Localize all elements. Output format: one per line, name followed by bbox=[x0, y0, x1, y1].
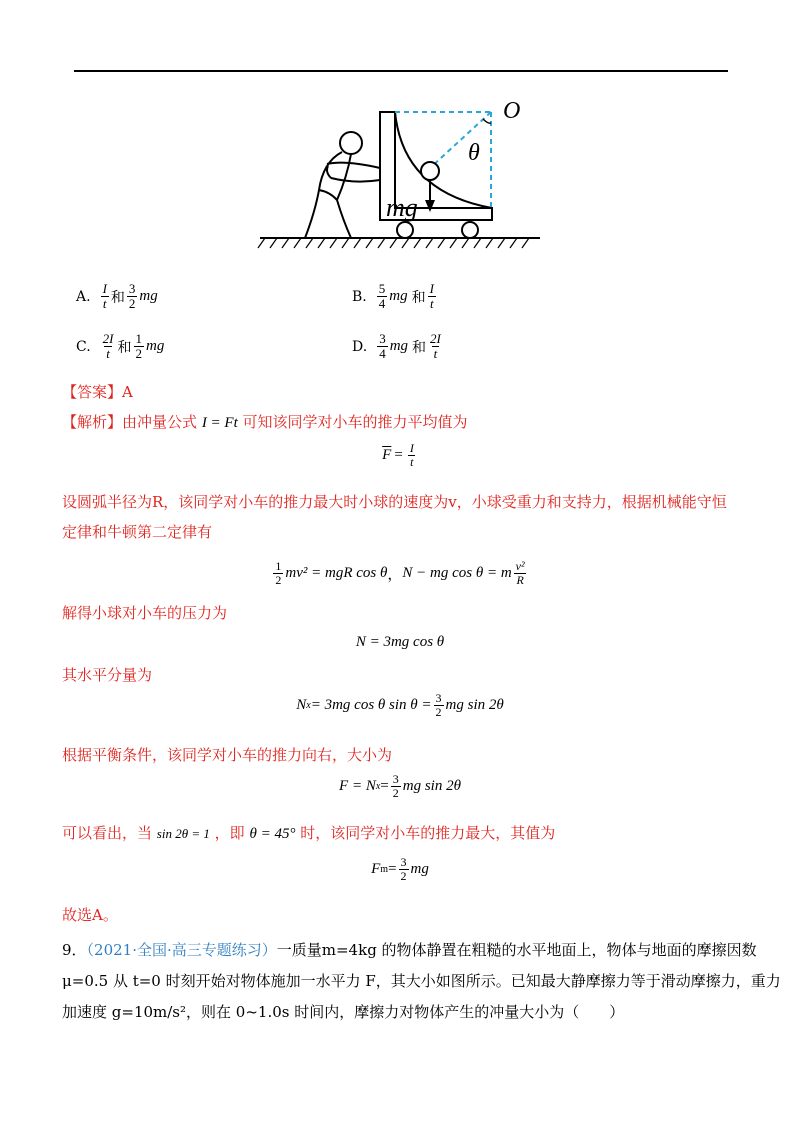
analysis-para2: 设圆弧半径为R，该同学对小车的推力最大时小球的速度为v，小球受重力和支持力，根据机械能守恒定律和牛顿第二定律有 bbox=[62, 493, 727, 541]
frac-i-t: $\frac{I}{t}$ bbox=[429, 281, 434, 311]
equation-6: F m = $\frac{3}{2}$ mg bbox=[371, 855, 429, 883]
answer-line: 【答案】A bbox=[62, 383, 133, 401]
option-d[interactable]: D. $\frac{3}{4}$ mg 和 $\frac{2I}{t}$ bbox=[352, 331, 441, 361]
person-body bbox=[305, 152, 380, 238]
analysis-line6: 可以看出，当 sin 2θ = 1 ，即 θ = 45° 时，该同学对小车的推力最大，其值为 bbox=[62, 824, 556, 842]
theta-arc bbox=[483, 119, 491, 123]
equation-4: N x = 3mg cos θ sin θ = $\frac{3}{2}$ mg sin 2θ bbox=[296, 691, 504, 719]
ground-hatch bbox=[258, 238, 529, 248]
frac-1-2: $\frac{1}{2}$ bbox=[135, 331, 143, 361]
frac-2i-t: $\frac{2I}{t}$ bbox=[430, 331, 441, 361]
wheel-right bbox=[462, 222, 478, 238]
frac-2i-t: $\frac{2I}{t}$ bbox=[102, 331, 114, 361]
equation-5: F = N x = $\frac{3}{2}$ mg sin 2θ bbox=[339, 772, 461, 800]
ball bbox=[421, 162, 439, 180]
label-O: O bbox=[503, 98, 521, 124]
equation-1: $\overline{F}$ = $\frac{I}{t}$ bbox=[382, 441, 414, 469]
question-9-line1: 9．（2021·全国·高三专题练习）一质量m=4kg 的物体静置在粗糙的水平地面上，物体与地面的摩擦因数 bbox=[62, 941, 757, 959]
analysis-conclusion: 故选A。 bbox=[62, 906, 118, 924]
dashed-radius bbox=[430, 112, 491, 168]
equation-3: N = 3mg cos θ bbox=[355, 634, 445, 650]
equation-2: $\frac{1}{2}$ mv² = mgR cos θ ， N − mg cos θ = m $\frac{\text{v²}}{R}$ bbox=[275, 559, 525, 587]
frac-5-4: $\frac{5}{4}$ bbox=[378, 281, 386, 311]
wheel-left bbox=[397, 222, 413, 238]
cart-figure bbox=[255, 92, 545, 252]
analysis-line5: 根据平衡条件，该同学对小车的推力向右，大小为 bbox=[62, 746, 393, 764]
label-theta: θ bbox=[468, 140, 480, 166]
header-rule bbox=[74, 70, 728, 72]
analysis-line1: 【解析】由冲量公式 I = Ft 可知该同学对小车的推力平均值为 bbox=[62, 413, 468, 431]
frac-3-2: $\frac{3}{2}$ bbox=[128, 281, 136, 311]
analysis-line3: 解得小球对小车的压力为 bbox=[62, 604, 228, 622]
option-c[interactable]: C. $\frac{2I}{t}$ 和 $\frac{1}{2}$ mg bbox=[76, 331, 165, 361]
frac-i-t: $\frac{I}{t}$ bbox=[102, 281, 107, 311]
option-a[interactable]: A. $\frac{I}{t}$ 和 $\frac{3}{2}$ mg bbox=[76, 281, 158, 311]
person-head bbox=[340, 132, 362, 154]
question-9-line2: μ=0.5 从 t=0 时刻开始对物体施加一水平力 F，其大小如图所示。已知最大静摩擦力等于滑动摩擦力，重力 bbox=[62, 972, 781, 990]
frac-3-4: $\frac{3}{4}$ bbox=[379, 331, 386, 361]
option-b[interactable]: B. $\frac{5}{4}$ mg 和 $\frac{I}{t}$ bbox=[352, 281, 434, 311]
question-9-line3: 加速度 g=10m/s²，则在 0~1.0s 时间内，摩擦力对物体产生的冲量大小为（ ） bbox=[62, 1003, 625, 1021]
analysis-line4: 其水平分量为 bbox=[62, 666, 153, 684]
gravity-arrowhead bbox=[425, 200, 435, 212]
label-mg: mg bbox=[386, 193, 418, 222]
